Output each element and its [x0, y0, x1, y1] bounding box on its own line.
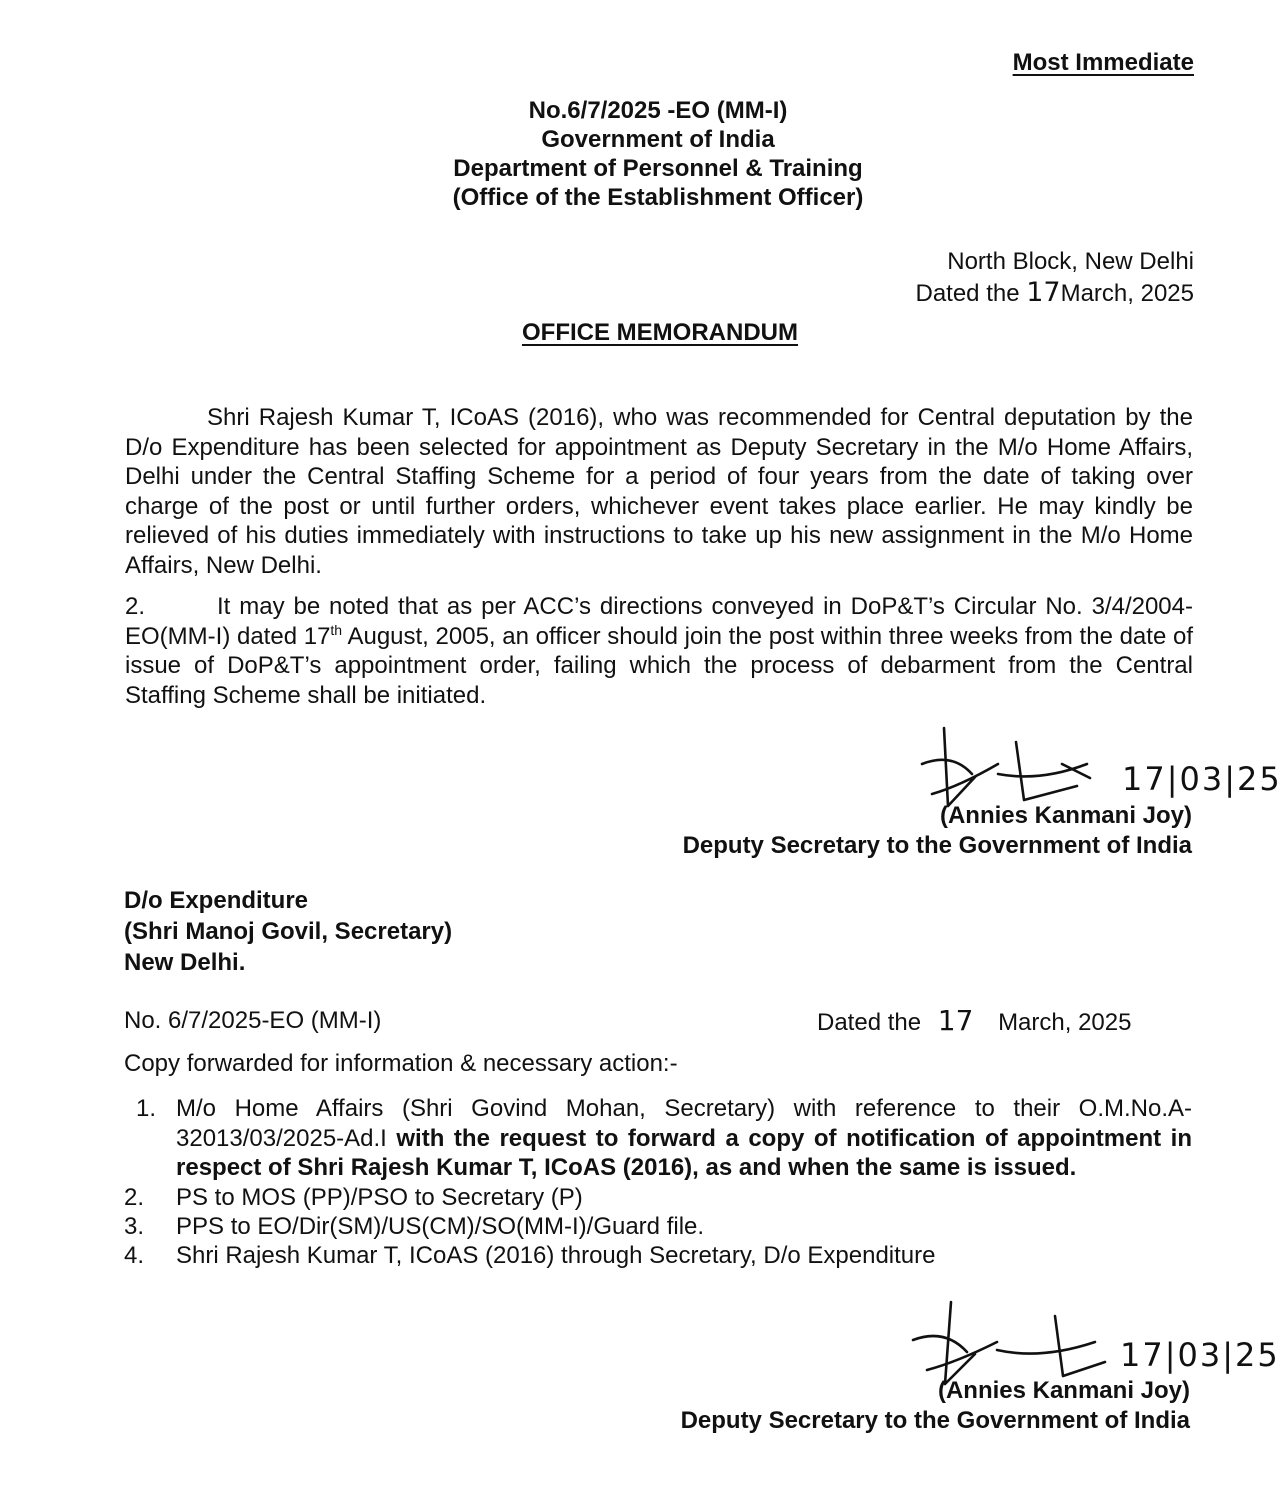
copy-item-3 [124, 1212, 1192, 1241]
copy-item-2-number: 2. [124, 1183, 145, 1211]
copy-item-4 [124, 1241, 1192, 1270]
addressee-line-3: New Delhi. [124, 949, 246, 976]
office-name: (Office of the Establishment Officer) [452, 184, 864, 211]
department-name: Department of Personnel & Training [453, 155, 863, 182]
signature-1-name: (Annies Kanmani Joy) [939, 802, 1192, 829]
signature-1-designation: Deputy Secretary to the Government of India [682, 832, 1192, 859]
copy-items [124, 1094, 1192, 1270]
copy-item-4-text: Shri Rajesh Kumar T, ICoAS (2016) through Secretary, D/o Expenditure [176, 1241, 936, 1269]
date-line [915, 277, 1194, 309]
addressee-line-1: D/o Expenditure [124, 887, 309, 914]
copy-item-3-number: 3. [124, 1212, 145, 1240]
paragraph-2 [125, 592, 1193, 710]
signature-2-designation: Deputy Secretary to the Government of India [680, 1407, 1190, 1434]
copy-item-2-text: PS to MOS (PP)/PSO to Secretary (P) [176, 1183, 583, 1211]
dated-prefix: Dated the [915, 280, 1020, 307]
copy-item-4-number: 4. [124, 1241, 145, 1269]
addressee-line-2: (Shri Manoj Govil, Secretary) [124, 918, 453, 945]
copy-list [124, 1094, 1192, 1270]
month-year: March, 2025 [1060, 280, 1194, 307]
place: North Block, New Delhi [947, 248, 1194, 275]
place-date-block [915, 246, 1194, 309]
letterhead [0, 96, 1284, 212]
memo-title: OFFICE MEMORANDUM [522, 319, 798, 346]
paragraph-2-superscript: th [330, 621, 343, 638]
handwritten-day: 17 [1026, 277, 1061, 308]
copy-item-1 [124, 1094, 1192, 1183]
copy-handwritten-day: 17 [937, 1004, 974, 1037]
copy-dated-prefix: Dated the [817, 1009, 922, 1036]
copy-month-year: March, 2025 [998, 1009, 1132, 1036]
copy-item-2 [124, 1183, 1192, 1212]
copy-item-3-text: PPS to EO/Dir(SM)/US(CM)/SO(MM-I)/Guard file. [176, 1212, 705, 1240]
paragraph-1: Shri Rajesh Kumar T, ICoAS (2016), who was recommended for Central deputation by the D/o Expenditure has been selected for appointment as Deputy Secretary in the M/o Home Affairs, Delhi under the Central Staffing Scheme for a period of four years from the date of taking over charge of the post or until further orders, whichever event takes place earlier. He may kindly be relieved of his duties immediately with instructions to take up his new assignment in the M/o Home Affairs, New Delhi. [125, 404, 1193, 579]
paragraph-2-number: 2. [125, 593, 146, 620]
file-number: No.6/7/2025 -EO (MM-I) [528, 97, 788, 124]
priority-label: Most Immediate [1012, 49, 1194, 76]
government-name: Government of India [541, 126, 775, 153]
copy-item-1-number: 1. [136, 1095, 157, 1122]
copy-intro: Copy forwarded for information & necessary action:- [124, 1050, 678, 1077]
signature-2-handwritten-date: 17|03|25 [1120, 1336, 1280, 1374]
signature-1-block [683, 801, 1192, 861]
paragraph-2-text-b: August, 2005, an officer should join the post within three weeks from the date of issue of DoP&T’s appointment order, failing which the process of debarment from the Central Staffing Scheme shall be initiated. [125, 622, 1193, 709]
paragraph-2-text-a: It may be noted that as per ACC’s directions conveyed in DoP&T’s Circular No. 3/4/2004-EO(MM-I) dated 17 [125, 593, 1193, 650]
addressee-block [124, 885, 452, 978]
signature-1-handwritten-date: 17|03|25 [1122, 760, 1282, 798]
copy-file-number: No. 6/7/2025-EO (MM-I) [124, 1007, 382, 1034]
signature-2-name: (Annies Kanmani Joy) [937, 1377, 1190, 1404]
memo-body [125, 403, 1193, 710]
copy-item-1-text: M/o Home Affairs (Shri Govind Mohan, Secretary) with reference to their O.M.No.A-32013/03/2025-Ad.I [176, 1095, 1192, 1152]
copy-item-1-bold-text: with the request to forward a copy of notification of appointment in respect of Shri Rajesh Kumar T, ICoAS (2016), as and when the same is issued. [176, 1124, 1192, 1181]
signature-2-block [681, 1376, 1190, 1436]
copy-date-line [817, 1006, 1131, 1037]
